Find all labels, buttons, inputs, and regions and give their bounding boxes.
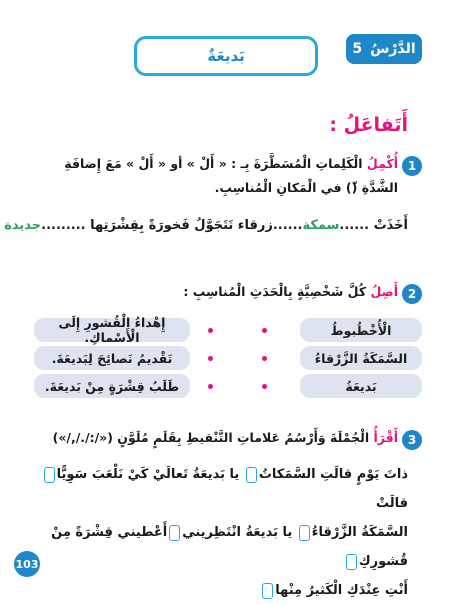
filled-answer[interactable]: سمكة [302,218,340,233]
match-dot[interactable] [262,328,267,333]
paragraph-text: يا بَديعَةُ انْتَظِريني [182,525,293,540]
punctuation-box[interactable] [44,467,55,483]
blank-line[interactable]: ...... [339,218,370,233]
lesson-label: الدَّرْسُ [370,41,416,57]
question-3-badge: 3 [402,430,422,450]
character-card[interactable]: السَّمَكَةُ الزَّرْقاءُ [300,346,422,370]
question-3-verb: أَقْرَأُ [373,430,398,445]
sentence-part: زرقاء تَتَجَوَّلُ فَخورَةً بِقِشْرَتِها [90,218,273,233]
question-3-instruction [28,426,398,450]
punctuation-box[interactable] [169,525,180,541]
character-card[interactable]: بَديعَةُ [300,374,422,398]
lesson-title: بَديعَةٌ [207,47,245,65]
punctuation-box[interactable] [262,583,273,599]
match-dot[interactable] [262,356,267,361]
paragraph-text: ذاتَ يَوْمٍ قالَتِ السَّمَكاتُ [258,467,408,482]
event-card[interactable]: تَقْديمُ نَصائِحَ لِبَديعَةَ. [34,346,190,370]
question-1-verb: أُكْمِلُ [366,156,398,171]
filled-answer[interactable]: جديدة [4,218,42,233]
question-3-text: الْجُمْلَةَ وَأَرْسُمُ عَلاماتِ التَّنْقيطِ بِقَلَمٍ مُلَوَّنٍ («/:/./,/») [52,430,370,445]
sentence-part: أَخَذَتْ [373,218,408,233]
lesson-tab [346,34,422,64]
punctuation-box[interactable] [299,525,310,541]
match-dot[interactable] [208,356,213,361]
question-1-instruction [38,152,398,200]
section-heading: أَتَفاعَلُ : [329,114,408,136]
question-2-verb: أَصِلُ [370,284,398,299]
paragraph-text: أَعْطيني قِشْرَةً مِنْ قُشورِكِ [51,525,408,569]
paragraph-text: يا بَديعَةُ تَعالَيْ كَيْ نَلْعَبَ سَوِيًّا [56,467,240,482]
character-card[interactable]: الْأُخْطُبوطُ [300,318,422,342]
paragraph-text: السَّمَكَةُ الزَّرْقاءُ [311,525,408,540]
question-2-badge: 2 [402,284,422,304]
lesson-title-box [134,36,318,76]
punctuation-paragraph [38,460,408,605]
blank-line[interactable]: ...... [272,218,303,233]
question-1-sentence [4,218,408,233]
paragraph-text: قالَتْ [375,496,408,511]
lesson-number: 5 [352,41,363,57]
match-dot[interactable] [262,384,267,389]
event-card[interactable]: طَلَبُ قِشْرَةٍ مِنْ بَديعَةَ. [34,374,190,398]
paragraph-text: أَنْتِ عِنْدَكِ الْكَثيرُ مِنْها [275,583,408,598]
match-dot[interactable] [208,384,213,389]
match-dot[interactable] [208,328,213,333]
question-1-text: الْكَلِماتِ الْمُسَطَّرَةَ بِـ : « أَلْ » أو « أَلْ » مَعَ إِضافَةِ الشَّدَّةِ (ّ) في الْمَكانِ الْمُناسِبِ. [64,156,398,195]
question-2-instruction [38,280,398,304]
question-1-badge: 1 [402,156,422,176]
blank-line[interactable]: ......... [41,218,86,233]
event-card[interactable]: إِهْداءُ الْقُشورِ إِلَى الْأَسْماكِ. [34,318,190,342]
page-number: 103 [14,551,40,577]
punctuation-box[interactable] [246,467,257,483]
punctuation-box[interactable] [346,554,357,570]
question-2-text: كُلَّ شَخْصِيَّةٍ بِالْحَدَثِ الْمُناسِبِ : [183,284,367,299]
